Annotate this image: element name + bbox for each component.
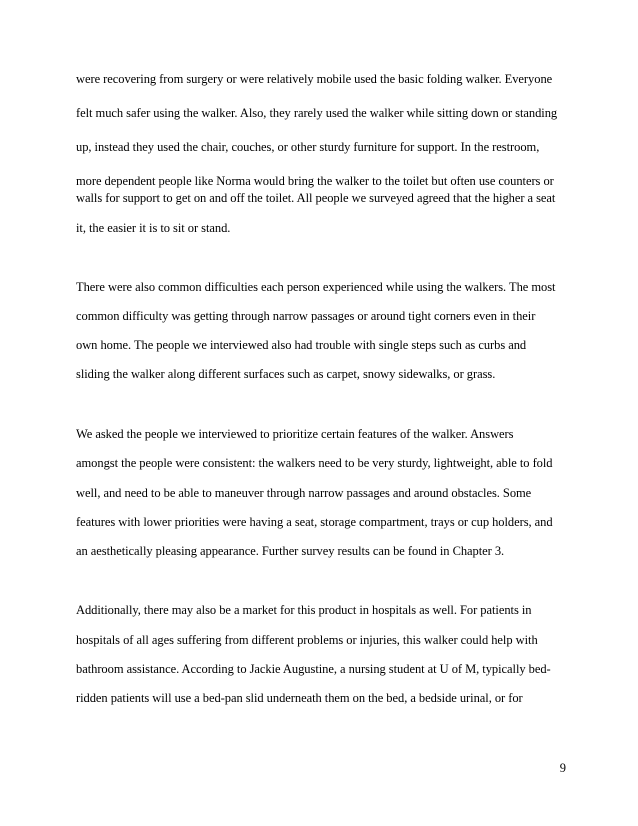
paragraph-1-line-5: walls for support to get on and off the toilet. All people we surveyed agreed that the higher a seat bbox=[76, 191, 556, 205]
paragraph-3-line-3: well, and need to be able to maneuver through narrow passages and around obstacles. Some bbox=[76, 486, 532, 500]
paragraph-1-line-2: felt much safer using the walker. Also, they rarely used the walker while sitting down or standing bbox=[76, 106, 558, 120]
paragraph-4-line-4: ridden patients will use a bed-pan slid underneath them on the bed, a bedside urinal, or for bbox=[76, 691, 523, 705]
paragraph-4-line-1: Additionally, there may also be a market for this product in hospitals as well. For patients in bbox=[76, 603, 532, 617]
paragraph-1-line-3: up, instead they used the chair, couches, or other sturdy furniture for support. In the restroom, bbox=[76, 140, 540, 154]
paragraph-2-line-2: common difficulty was getting through narrow passages or around tight corners even in their bbox=[76, 309, 536, 323]
paragraph-4-line-3: bathroom assistance. According to Jackie Augustine, a nursing student at U of M, typically bed- bbox=[76, 662, 551, 676]
paragraph-3-line-2: amongst the people were consistent: the walkers need to be very sturdy, lightweight, able to fold bbox=[76, 456, 553, 470]
paragraph-3-line-1: We asked the people we interviewed to prioritize certain features of the walker. Answers bbox=[76, 427, 514, 441]
paragraph-2-line-4: sliding the walker along different surfaces such as carpet, snowy sidewalks, or grass. bbox=[76, 367, 496, 381]
paragraph-3-line-5: an aesthetically pleasing appearance. Further survey results can be found in Chapter 3. bbox=[76, 544, 505, 558]
paragraph-2-line-3: own home. The people we interviewed also had trouble with single steps such as curbs and bbox=[76, 338, 527, 352]
paragraph-1-line-6: it, the easier it is to sit or stand. bbox=[76, 221, 231, 235]
paragraph-4-line-2: hospitals of all ages suffering from different problems or injuries, this walker could help with bbox=[76, 633, 538, 647]
paragraph-1-line-1: were recovering from surgery or were relatively mobile used the basic folding walker. Everyone bbox=[76, 72, 553, 86]
paragraph-2-line-1: There were also common difficulties each person experienced while using the walkers. The most bbox=[76, 280, 556, 294]
paragraph-1-line-4: more dependent people like Norma would bring the walker to the toilet but often use counters or bbox=[76, 174, 554, 188]
page-number: 9 bbox=[559, 761, 566, 775]
paragraph-3-line-4: features with lower priorities were having a seat, storage compartment, trays or cup holders, and bbox=[76, 515, 553, 529]
